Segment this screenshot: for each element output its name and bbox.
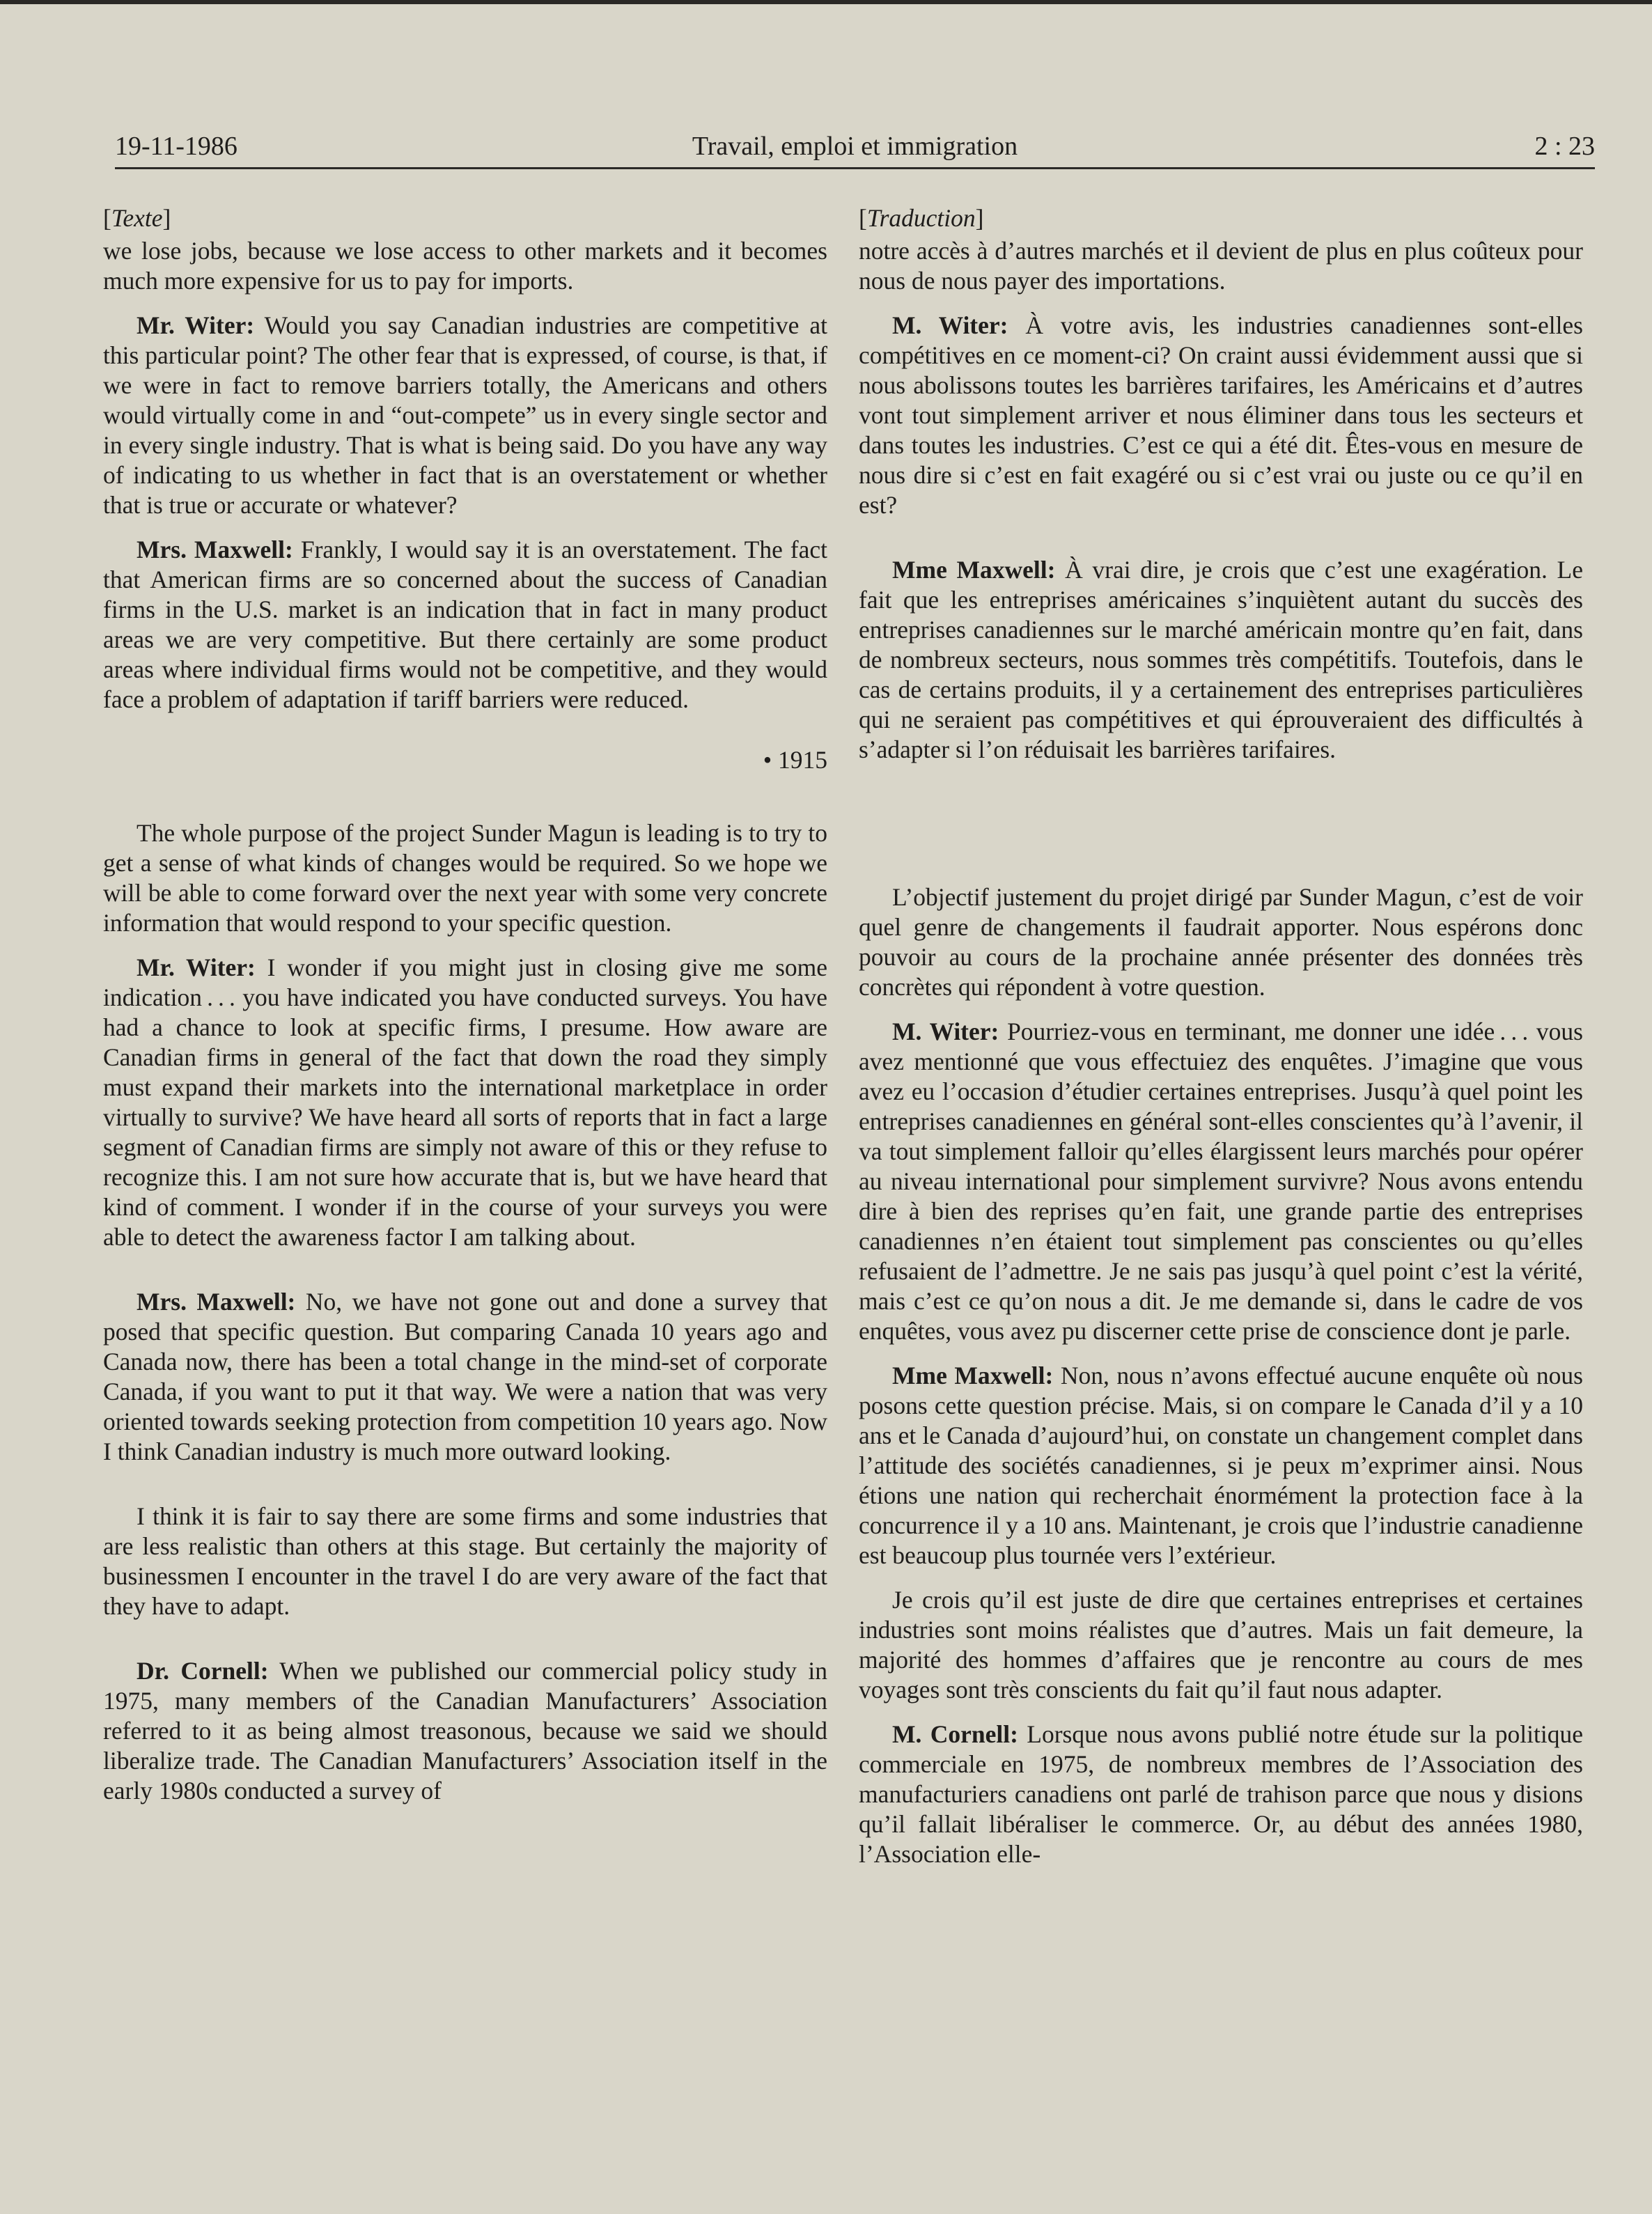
speaker-name: M. Cornell: (892, 1720, 1018, 1748)
header-title: Travail, emploi et immigration (692, 132, 1018, 161)
speaker-name: Mr. Witer: (137, 311, 255, 339)
paragraph: The whole purpose of the project Sunder Magun is leading is to try to get a sense of what kinds of changes would be required. So we hope we will be able to come forward over the next year with some very concrete information that would respond to your specific question. (103, 819, 827, 937)
paragraph: Je crois qu’il est juste de dire que certaines entreprises et certaines industries sont moins réalistes que d’autres. Mais un fait demeure, la majorité des hommes d’affaires que je rencontre au cours de mes voyages sont très conscients du fait qu’il faut nous adapter. (859, 1586, 1583, 1704)
speaker-name: Mme Maxwell: (892, 556, 1056, 584)
speech-maxwell-1-fr: Mme Maxwell: À vrai dire, je crois que c’est une exagération. Le fait que les entreprises américaines s’inquiètent autant du succès des entreprises canadiennes sur le marché américain montre qu’en fait, dans de nombreux secteurs, nous sommes très compétitifs. Toutefois, dans le cas de certains produits, il y a certainement des entreprises particulières qui ne seraient pas compétitives et qui éprouveraient des difficultés à s’adapter si l’on réduisait les barrières tarifaires. (859, 556, 1583, 763)
speech-maxwell-1: Mrs. Maxwell: Frankly, I would say it is an overstatement. The fact that American firms are so concerned about the success of Canadian firms in the U.S. market is an indication that in fact in many product areas we are very competitive. But there certainly are some product areas where individual firms would not be competitive, and they would face a problem of adaptation if tariff barriers were reduced. (103, 536, 827, 713)
speech-witer-1: Mr. Witer: Would you say Canadian industries are competitive at this particular point? The other fear that is expressed, of course, is that, if we were in fact to remove barriers totally, the Americans and others would virtually come in and “out-compete” us in every single sector and in every single industry. That is what is being said. Do you have any way of indicating to us whether in fact that is an overstatement or whether that is true or accurate or whatever? (103, 311, 828, 519)
header-page-number: 2 : 23 (1534, 132, 1595, 161)
running-header (115, 131, 1595, 166)
speech-witer-2-fr: M. Witer: Pourriez-vous en terminant, me donner une idée . . . vous avez mentionné que vous effectuiez des enquêtes. J’imagine que vous avez eu l’occasion d’étudier certaines entreprises. Jusqu’à quel point les entreprises canadiennes en général sont-elles conscientes qu’à l’avenir, il va tout simplement falloir qu’elles élargissent leurs marchés pour opérer au niveau international pour simplement survivre? Nous avons entendu dire à bien des reprises qu’en fait, une grande partie des entreprises canadiennes n’en étaient tout simplement pas conscientes ou qu’elles refusaient de l’admettre. Je ne sais pas jusqu’à quel point c’est la vérité, mais c’est ce qu’on nous a dit. Je me demande si, dans le cadre de vos enquêtes, vous avez pu discerner cette prise de conscience dont je parle. (859, 1018, 1583, 1345)
speaker-name: Mme Maxwell: (892, 1362, 1054, 1389)
column-spacer (859, 779, 1583, 882)
speaker-name: M. Witer: (892, 311, 1008, 339)
french-column (859, 203, 1583, 1884)
paragraph: L’objectif justement du projet dirigé par Sunder Magun, c’est de voir quel genre de changements il faudrait apporter. Nous espérons donc pouvoir au cours de la prochaine année présenter des données très concrètes qui répondent à votre question. (859, 883, 1583, 1001)
speech-witer-1-fr: M. Witer: À votre avis, les industries canadiennes sont-elles compétitives en ce moment-ci? On craint aussi évidemment aussi que si nous abolissons toutes les barrières tarifaires, les Américains et d’autres vont tout simplement arriver et nous éliminer dans tous les secteurs et dans toutes les industries. C’est ce qui a été dit. Êtes-vous en mesure de nous dire si c’est en fait exagéré ou si c’est vrai ou juste ou ce qu’il en est? (859, 311, 1583, 519)
speech-cornell-1: Dr. Cornell: When we published our commercial policy study in 1975, many members of the Canadian Manufacturers’ Association referred to it as being almost treasonous, because we said we should liberalize trade. The Canadian Manufacturers’ Association itself in the early 1980s conducted a survey of (103, 1657, 827, 1804)
speaker-name: M. Witer: (892, 1018, 999, 1045)
paragraph: we lose jobs, because we lose access to other markets and it becomes much more expensive for us to pay for imports. (103, 237, 827, 295)
english-column (103, 203, 827, 1821)
speaker-name: Mrs. Maxwell: (137, 1288, 296, 1316)
speech-maxwell-2-fr: Mme Maxwell: Non, nous n’avons effectué aucune enquête où nous posons cette question précise. Mais, si on compare le Canada d’il y a 10 ans et le Canada d’aujourd’hui, on constate un changement complet dans l’attitude des sociétés canadiennes, si je peux m’exprimer ainsi. Nous étions une nation qui recherchait énormément la protection face à la concurrence il y a 10 ans. Maintenant, je crois que l’industrie canadienne est beaucoup plus tournée vers l’extérieur. (859, 1362, 1583, 1569)
speech-witer-2: Mr. Witer: I wonder if you might just in closing give me some indication . . . you have indicated you have conducted surveys. You have had a chance to look at specific firms, I presume. How aware are Canadian firms in general of the fact that down the road they simply must expand their markets into the international marketplace in order virtually to survive? We have heard all sorts of reports that in fact a large segment of Canadian firms are simply not aware of this or they refuse to recognize this. I am not sure how accurate that is, but we have heard that kind of comment. I wonder if in the course of your surveys you were able to detect the awareness factor I am talking about. (103, 953, 828, 1251)
speech-cornell-1-fr: M. Cornell: Lorsque nous avons publié notre étude sur la politique commerciale en 1975, de nombreux membres de l’Association des manufacturiers canadiens ont parlé de trahison parce que nous y disions qu’il fallait libéraliser le commerce. Or, au début des années 1980, l’Association elle- (859, 1720, 1583, 1868)
speaker-name: Mrs. Maxwell: (137, 536, 293, 563)
speech-maxwell-2: Mrs. Maxwell: No, we have not gone out and done a survey that posed that specific question. But comparing Canada 10 years ago and Canada now, there has been a total change in the mind-set of corporate Canada, if you want to put it that way. We were a nation that was very oriented towards seeking protection from competition 10 years ago. Now I think Canadian industry is much more outward looking. (103, 1288, 827, 1465)
speaker-name: Dr. Cornell: (137, 1657, 269, 1685)
paragraph: I think it is fair to say there are some firms and some industries that are less realistic than others at this stage. But certainly the majority of businessmen I encounter in the travel I do are very aware of the fact that they have to adapt. (103, 1502, 827, 1620)
speaker-name: Mr. Witer: (137, 953, 256, 981)
time-marker: • 1915 (763, 746, 827, 774)
header-rule (115, 167, 1595, 169)
page-top-edge (0, 0, 1652, 4)
header-date: 19-11-1986 (115, 132, 237, 161)
section-label-texte: [Texte] (103, 204, 171, 232)
section-label-traduction: [Traduction] (859, 204, 984, 232)
paragraph: notre accès à d’autres marchés et il devient de plus en plus coûteux pour nous de nous payer des importations. (859, 237, 1583, 295)
